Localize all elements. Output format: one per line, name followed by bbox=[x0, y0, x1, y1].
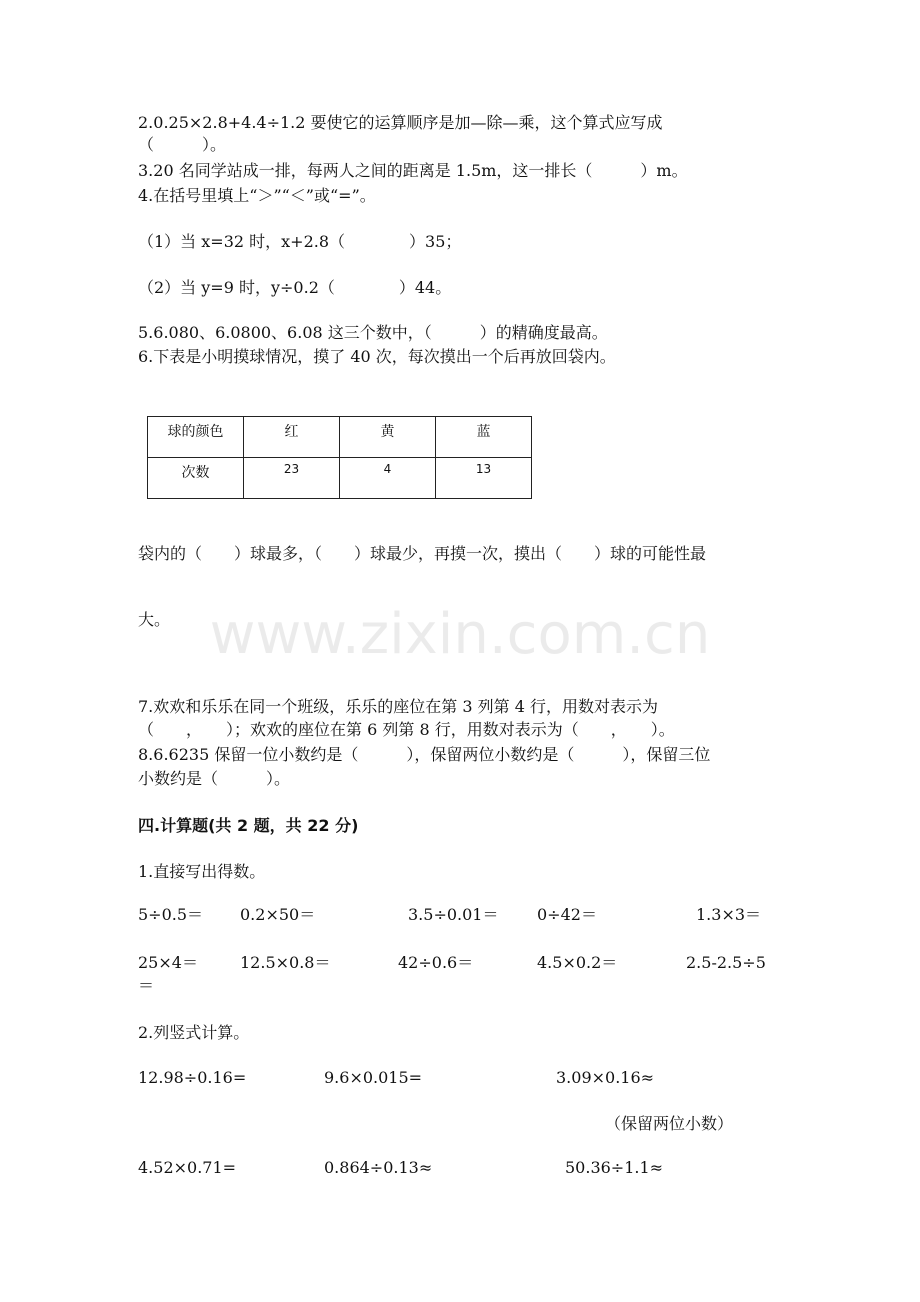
table-cell: 23 bbox=[244, 458, 340, 499]
table-header-cell: 球的颜色 bbox=[148, 417, 244, 458]
calc-item: 0÷42＝ bbox=[537, 905, 597, 924]
q7-line2: （ ， ）；欢欢的座位在第 6 列第 8 行，用数对表示为（ ， ）。 bbox=[138, 720, 675, 739]
q8-line2: 小数约是（ ）。 bbox=[138, 769, 291, 788]
vertical-calc-item: 4.52×0.71= bbox=[138, 1158, 237, 1177]
calc-item: 42÷0.6＝ bbox=[398, 953, 474, 972]
vertical-calc-item: 12.98÷0.16= bbox=[138, 1068, 247, 1087]
vertical-calc-item: 0.864÷0.13≈ bbox=[324, 1158, 433, 1177]
q3-text: 3.20 名同学站成一排，每两人之间的距离是 1.5m，这一排长（ ）m。 bbox=[138, 161, 688, 180]
q2-line2: （ ）。 bbox=[138, 135, 227, 154]
calc-item-continuation: ＝ bbox=[138, 976, 155, 995]
calc-item: 0.2×50＝ bbox=[240, 905, 316, 924]
q6-answer-line1: 袋内的（ ）球最多，（ ）球最少，再摸一次，摸出（ ）球的可能性最 bbox=[138, 544, 707, 563]
table-cell: 4 bbox=[340, 458, 436, 499]
calc-item: 12.5×0.8＝ bbox=[240, 953, 331, 972]
watermark: www.zixin.com.cn bbox=[209, 602, 711, 667]
ball-table bbox=[147, 416, 532, 499]
table-header-cell: 蓝 bbox=[436, 417, 532, 458]
q4-part2: （2）当 y=9 时，y÷0.2（ ）44。 bbox=[138, 278, 452, 297]
q6-answer-line2: 大。 bbox=[138, 610, 171, 629]
q6-title: 6.下表是小明摸球情况，摸了 40 次，每次摸出一个后再放回袋内。 bbox=[138, 347, 616, 366]
vertical-calc-item: 3.09×0.16≈ bbox=[556, 1068, 655, 1087]
rounding-note: （保留两位小数） bbox=[605, 1114, 734, 1133]
ball-table-header-row bbox=[148, 417, 532, 458]
section4-p1-title: 1.直接写出得数。 bbox=[138, 862, 266, 881]
ball-table-row bbox=[148, 458, 532, 499]
vertical-calc-item: 9.6×0.015= bbox=[324, 1068, 423, 1087]
vertical-calc-item: 50.36÷1.1≈ bbox=[565, 1158, 664, 1177]
q4-part1: （1）当 x=32 时，x+2.8（ ）35； bbox=[138, 232, 462, 251]
table-cell: 次数 bbox=[148, 458, 244, 499]
table-header-cell: 黄 bbox=[340, 417, 436, 458]
q5-text: 5.6.080、6.0800、6.08 这三个数中，（ ）的精确度最高。 bbox=[138, 323, 608, 342]
calc-item: 1.3×3＝ bbox=[696, 905, 762, 924]
table-header-cell: 红 bbox=[244, 417, 340, 458]
calc-item: 3.5÷0.01＝ bbox=[408, 905, 499, 924]
calc-item: 5÷0.5＝ bbox=[138, 905, 204, 924]
table-cell: 13 bbox=[436, 458, 532, 499]
calc-item: 2.5-2.5÷5 bbox=[686, 953, 766, 972]
q4-title: 4.在括号里填上“＞”“＜”或“=”。 bbox=[138, 186, 376, 205]
q8-line1: 8.6.6235 保留一位小数约是（ ），保留两位小数约是（ ），保留三位 bbox=[138, 745, 711, 764]
section4-heading: 四.计算题(共 2 题，共 22 分) bbox=[138, 816, 359, 835]
q7-line1: 7.欢欢和乐乐在同一个班级，乐乐的座位在第 3 列第 4 行，用数对表示为 bbox=[138, 697, 658, 716]
calc-item: 25×4＝ bbox=[138, 953, 198, 972]
q2-line1: 2.0.25×2.8+4.4÷1.2 要使它的运算顺序是加—除—乘，这个算式应写成 bbox=[138, 113, 663, 132]
calc-item: 4.5×0.2＝ bbox=[537, 953, 618, 972]
section4-p2-title: 2.列竖式计算。 bbox=[138, 1023, 250, 1042]
